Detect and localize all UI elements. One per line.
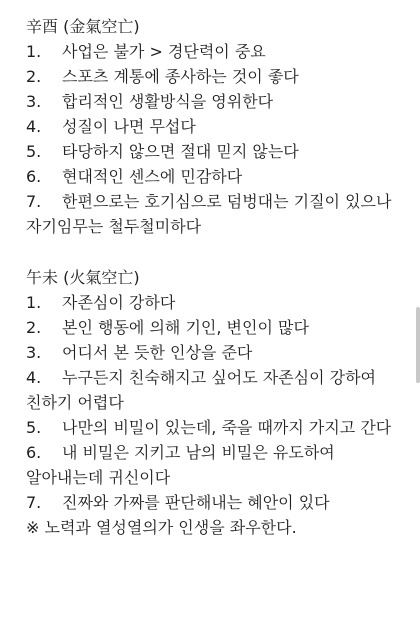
item-number: 3. [26, 92, 42, 111]
section-heading: 午未 (火氣空亡) [26, 268, 140, 287]
item-number: 1. [26, 42, 42, 61]
item-number: 3. [26, 343, 42, 362]
list-item [26, 164, 410, 189]
item-text: 합리적인 생활방식을 영위한다 [62, 92, 274, 111]
item-number: 1. [26, 293, 42, 312]
item-text: 내 비밀은 지키고 남의 비밀은 유도하여 알아내는데 귀신이다 [26, 443, 335, 487]
item-number: 6. [26, 167, 42, 186]
list-item [26, 315, 410, 340]
item-number: 5. [26, 418, 42, 437]
item-text: 어디서 본 듯한 인상을 준다 [62, 343, 253, 362]
list-item [26, 64, 410, 89]
item-text: 스포츠 계통에 종사하는 것이 좋다 [62, 67, 299, 86]
section-hwagi [26, 265, 410, 540]
item-text: 사업은 불가 > 경단력이 중요 [62, 42, 266, 61]
list-item [26, 39, 410, 64]
list-item [26, 89, 410, 114]
list-item [26, 114, 410, 139]
item-text: 진짜와 가짜를 판단해내는 혜안이 있다 [62, 493, 330, 512]
item-number: 6. [26, 443, 42, 462]
closing-note: ※ 노력과 열성열의가 인생을 좌우한다. [26, 518, 297, 537]
item-text: 성질이 나면 무섭다 [62, 117, 196, 136]
item-number: 4. [26, 117, 42, 136]
list-item [26, 415, 410, 440]
item-text: 자존심이 강하다 [62, 293, 176, 312]
item-number: 5. [26, 142, 42, 161]
section-geumgi [26, 14, 410, 239]
list-item [26, 440, 410, 490]
section-heading: 辛酉 (金氣空亡) [26, 17, 140, 36]
item-text: 본인 행동에 의해 기인, 변인이 많다 [62, 318, 309, 337]
item-number: 7. [26, 493, 42, 512]
item-text: 한편으로는 호기심으로 덤벙대는 기질이 있으나 자기임무는 철두철미하다 [26, 192, 392, 236]
item-number: 2. [26, 318, 42, 337]
item-text: 누구든지 친숙해지고 싶어도 자존심이 강하여 친하기 어렵다 [26, 368, 377, 412]
scrollbar-thumb[interactable] [416, 307, 420, 383]
item-number: 2. [26, 67, 42, 86]
list-item [26, 139, 410, 164]
list-item [26, 340, 410, 365]
item-number: 7. [26, 192, 42, 211]
list-item [26, 365, 410, 415]
item-number: 4. [26, 368, 42, 387]
list-item [26, 189, 410, 239]
item-text: 나만의 비밀이 있는데, 죽을 때까지 가지고 간다 [62, 418, 392, 437]
item-text: 타당하지 않으면 절대 믿지 않는다 [62, 142, 299, 161]
document-body [26, 14, 410, 540]
item-text: 현대적인 센스에 민감하다 [62, 167, 243, 186]
list-item [26, 290, 410, 315]
list-item [26, 490, 410, 515]
